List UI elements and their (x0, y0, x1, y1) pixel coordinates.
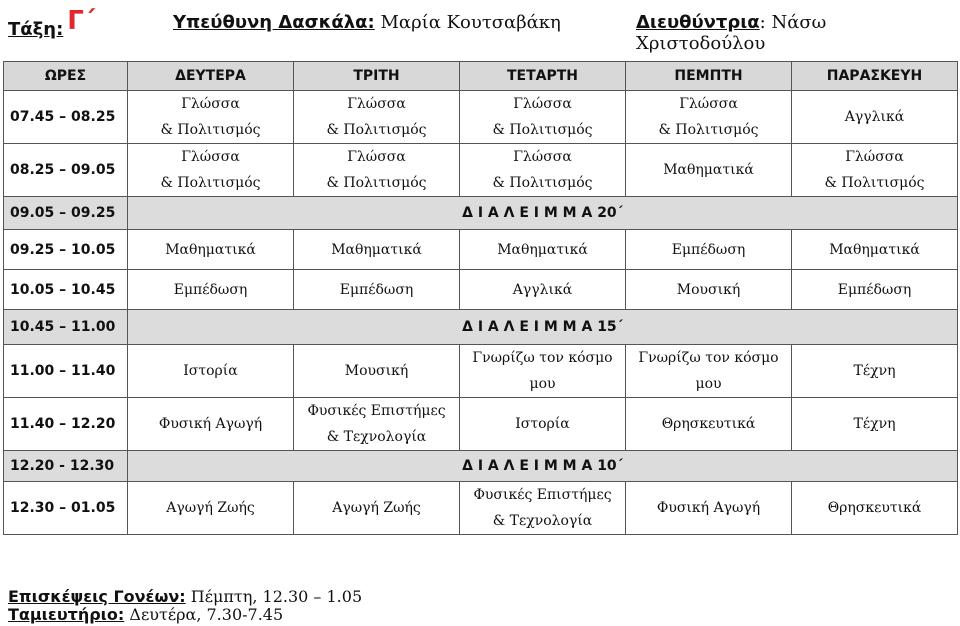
time-cell: 09.05 – 09.25 (4, 197, 128, 230)
lesson-cell: Αγωγή Ζωής (294, 482, 460, 535)
time-cell: 12.20 - 12.30 (4, 451, 128, 482)
table-row (4, 345, 958, 398)
lesson-cell: Θρησκευτικά (792, 482, 958, 535)
lesson-cell: Μαθηματικά (294, 230, 460, 270)
table-row (4, 482, 958, 535)
time-cell: 09.25 – 10.05 (4, 230, 128, 270)
lesson-cell: Αγγλικά (460, 270, 626, 310)
break-label: Δ Ι Α Λ Ε Ι Μ Μ Α 20΄ (128, 197, 958, 230)
lesson-cell: Θρησκευτικά (626, 398, 792, 451)
treasurer-line (8, 606, 362, 624)
lesson-cell: Εμπέδωση (128, 270, 294, 310)
lesson-cell: Εμπέδωση (626, 230, 792, 270)
lesson-cell: Μαθηματικά (792, 230, 958, 270)
table-row (4, 398, 958, 451)
table-row (4, 230, 958, 270)
lesson-cell: Αγγλικά (792, 91, 958, 144)
lesson-cell: Φυσική Αγωγή (626, 482, 792, 535)
lesson-cell: Γνωρίζω τον κόσμο μου (460, 345, 626, 398)
lesson-cell: Γλώσσα & Πολιτισμός (460, 91, 626, 144)
col-header-wednesday: ΤΕΤΑΡΤΗ (460, 62, 626, 91)
lesson-cell: Μαθηματικά (626, 144, 792, 197)
lesson-cell: Γνωρίζω τον κόσμο μου (626, 345, 792, 398)
lesson-cell: Γλώσσα & Πολιτισμός (460, 144, 626, 197)
table-row (4, 91, 958, 144)
time-cell: 08.25 – 09.05 (4, 144, 128, 197)
break-row (4, 310, 958, 345)
teacher-name: Μαρία Κουτσαβάκη (380, 12, 561, 33)
col-header-friday: ΠΑΡΑΣΚΕΥΗ (792, 62, 958, 91)
lesson-cell: Εμπέδωση (294, 270, 460, 310)
page-header (8, 6, 952, 54)
director-label: Διευθύντρια (636, 12, 760, 33)
lesson-cell: Τέχνη (792, 398, 958, 451)
time-cell: 12.30 – 01.05 (4, 482, 128, 535)
lesson-cell: Τέχνη (792, 345, 958, 398)
lesson-cell: Φυσικές Επιστήμες & Τεχνολογία (294, 398, 460, 451)
lesson-cell: Φυσική Αγωγή (128, 398, 294, 451)
lesson-cell: Φυσικές Επιστήμες & Τεχνολογία (460, 482, 626, 535)
parent-visits-value: Πέμπτη, 12.30 – 1.05 (190, 587, 363, 606)
director-info (636, 12, 952, 54)
lesson-cell: Γλώσσα & Πολιτισμός (294, 91, 460, 144)
timetable (3, 61, 958, 535)
lesson-cell: Γλώσσα & Πολιτισμός (128, 91, 294, 144)
break-row (4, 451, 958, 482)
lesson-cell: Εμπέδωση (792, 270, 958, 310)
time-cell: 07.45 – 08.25 (4, 91, 128, 144)
lesson-cell: Ιστορία (460, 398, 626, 451)
lesson-cell: Γλώσσα & Πολιτισμός (626, 91, 792, 144)
break-label: Δ Ι Α Λ Ε Ι Μ Μ Α 10΄ (128, 451, 958, 482)
grade-info (8, 6, 96, 42)
teacher-info (173, 12, 561, 33)
director-name: : Νάσω Χριστοδούλου (636, 12, 827, 54)
col-header-tuesday: ΤΡΙΤΗ (294, 62, 460, 91)
table-row (4, 270, 958, 310)
grade-label: Τάξη: (8, 19, 64, 40)
teacher-label: Υπεύθυνη Δασκάλα: (173, 12, 375, 33)
col-header-hours: ΩΡΕΣ (4, 62, 128, 91)
lesson-cell: Αγωγή Ζωής (128, 482, 294, 535)
time-cell: 10.05 – 10.45 (4, 270, 128, 310)
time-cell: 11.40 – 12.20 (4, 398, 128, 451)
parent-visits-label: Επισκέψεις Γονέων: (8, 587, 186, 606)
time-cell: 11.00 – 11.40 (4, 345, 128, 398)
lesson-cell: Μουσική (626, 270, 792, 310)
col-header-thursday: ΠΕΜΠΤΗ (626, 62, 792, 91)
parent-visits-line (8, 588, 362, 606)
header-row (4, 62, 958, 91)
table-row (4, 144, 958, 197)
treasurer-label: Ταμιευτήριο: (8, 605, 125, 624)
treasurer-value: Δευτέρα, 7.30-7.45 (129, 605, 284, 624)
lesson-cell: Μαθηματικά (128, 230, 294, 270)
break-row (4, 197, 958, 230)
lesson-cell: Μαθηματικά (460, 230, 626, 270)
lesson-cell: Μουσική (294, 345, 460, 398)
lesson-cell: Γλώσσα & Πολιτισμός (792, 144, 958, 197)
time-cell: 10.45 – 11.00 (4, 310, 128, 345)
col-header-monday: ΔΕΥΤΕΡΑ (128, 62, 294, 91)
break-label: Δ Ι Α Λ Ε Ι Μ Μ Α 15΄ (128, 310, 958, 345)
lesson-cell: Γλώσσα & Πολιτισμός (128, 144, 294, 197)
footer-notes (8, 588, 362, 624)
lesson-cell: Γλώσσα & Πολιτισμός (294, 144, 460, 197)
lesson-cell: Ιστορία (128, 345, 294, 398)
grade-value: Γ΄ (67, 6, 96, 36)
